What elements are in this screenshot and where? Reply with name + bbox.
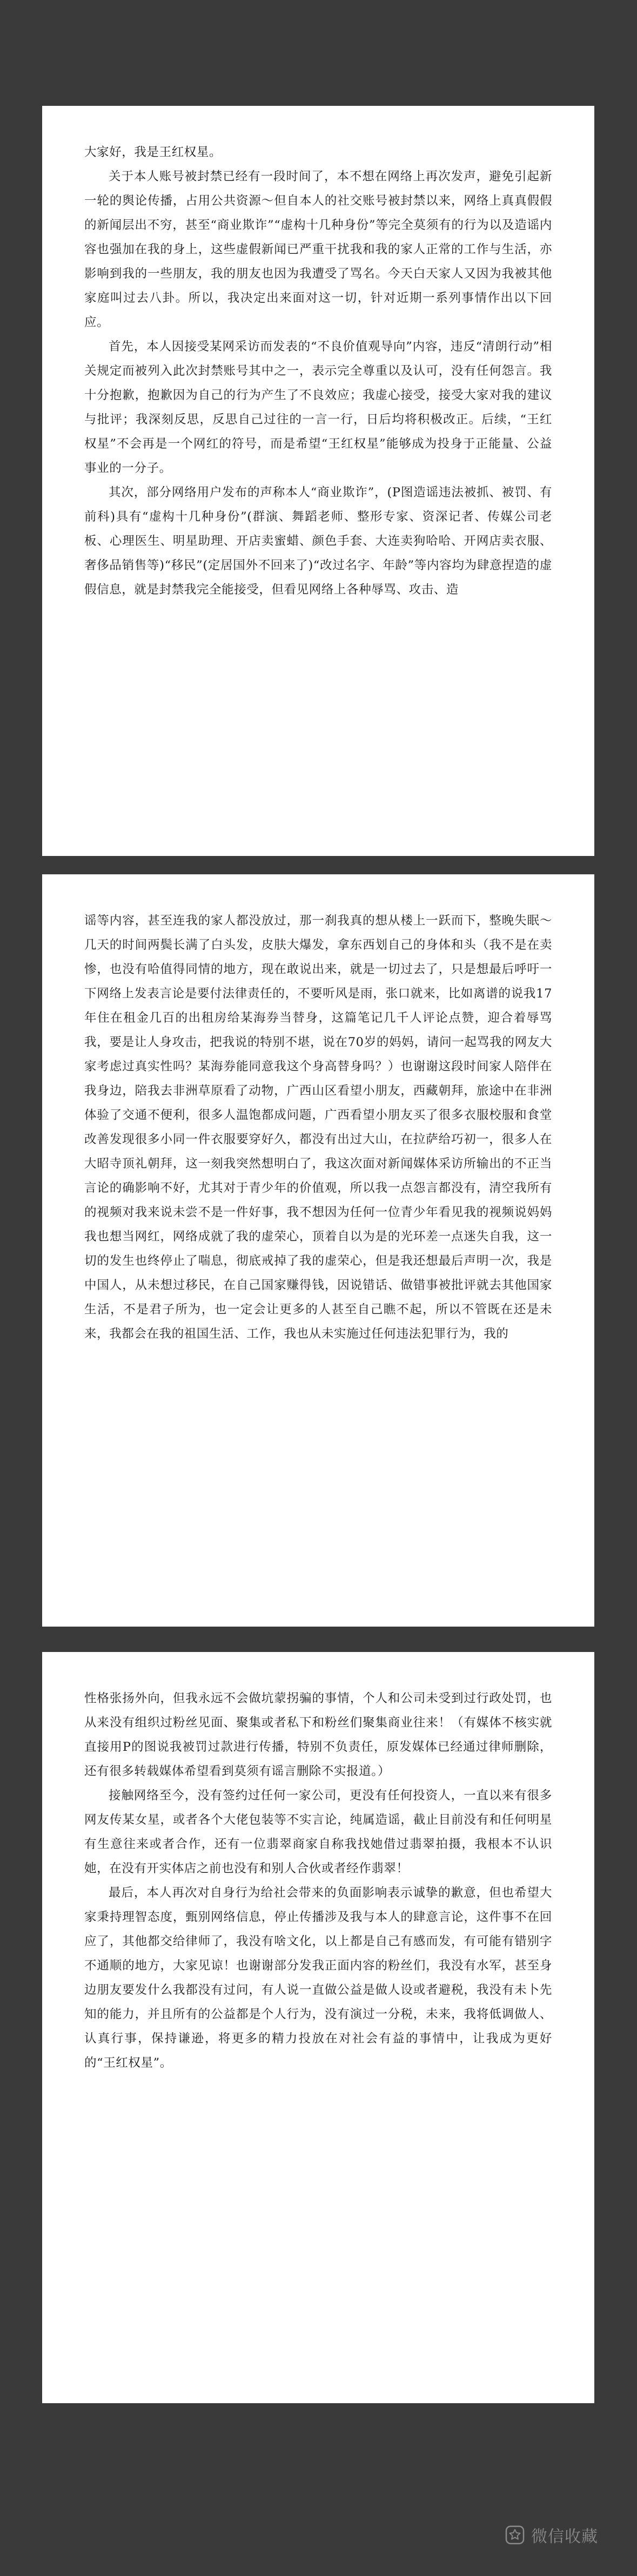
paragraph-continued: 谣等内容，甚至连我的家人都没放过，那一刹我真的想从楼上一跃而下，整晚失眠～几天的时间两鬓长满了白头发，皮肤大爆发，拿东西划自己的身体和头（我不是在卖惨，也没有哈值得同情的地方，现在敢说出来，就是一切过去了，只是想最后呼吁一下网络上发表言论是要付法律责任的，不要听风是雨，张口就来，比如离谱的说我17年住在租金几百的出租房给某海券当替身，这篇笔记几千人评论点赞，迎合着辱骂我，要是让人身攻击，把我说的特别不堪，说在70岁的妈妈，请问一起骂我的网友大家考虑过真实性吗？某海券能同意我这个身高替身吗？）也谢谢这段时间家人陪伴在我身边，陪我去非洲草原看了动物，广西山区看望小朋友，西藏朝拜，旅途中在非洲体验了交通不便利，很多人温饱都成问题，广西看望小朋友买了很多衣服校服和食堂改善发现很多小同一件衣服要穿好久，都没有出过大山，在拉萨给巧初一，很多人在大昭寺顶礼朝拜，这一刻我突然想明白了，我这次面对新闻媒体采访所输出的不正当言论的确影响不好，尤其对于青少年的价值观，所以我一点怨言都没有，清空我所有的视频对我来说未尝不是一件好事，我不想因为任何一位青少年看见我的视频说妈妈我也想当网红，网络成就了我的虚荣心，顶着自以为是的光环差一点迷失自我，这一切的发生也终停止了喘息，彻底戒掉了我的虚荣心，但是我还想最后声明一次，我是中国人，从未想过移民，在自己国家赚得钱，因说错话、做错事被批评就去其他国家生活，不是君子所为，也一定会让更多的人甚至自己瞧不起，所以不管既在还是未来，我都会在我的祖国生活、工作，我也从未实施过任何违法犯罪行为，我的 bbox=[84, 914, 552, 1341]
paragraph-continued: 性格张扬外向，但我永远不会做坑蒙拐骗的事情，个人和公司未受到过行政处罚，也从来没有组织过粉丝见面、聚集或者私下和粉丝们聚集商业往来！（有媒体不核实就直接用P的图说我被罚过款进行传播，特别不负责任，原发媒体已经通过律师删除，还有很多转载媒体希望看到莫须有谣言删除不实报道。） bbox=[84, 1691, 552, 1778]
paragraph: 其次，部分网络用户发布的声称本人“商业欺诈”，(P图造谣违法被抓、被罚、有前科)具有“虚构十几种身份”(群演、舞蹈老师、整形专家、资深记者、传媒公司老板、心理医生、明星助理、开店卖蜜蜡、颜色手套、大连卖狗哈哈、开网店卖衣服、奢侈品销售等)“移民”(定居国外不回来了)“改过名字、年龄”等内容均为肆意捏造的虚假信息，就是封禁我完全能接受，但看见网络上各种辱骂、攻击、造 bbox=[84, 485, 552, 597]
document-page-3 bbox=[42, 1652, 594, 2403]
document-page-1 bbox=[42, 106, 594, 856]
watermark-text: 微信收藏 bbox=[531, 2527, 598, 2546]
paragraph: 关于本人账号被封禁已经有一段时间了，本不想在网络上再次发声，避免引起新一轮的舆论传播，占用公共资源～但自本人的社交账号被封禁以来，网络上真真假假的新闻层出不穷，甚至“商业欺诈”“虚构十几种身份”等完全莫须有的行为以及造谣内容也强加在我的身上，这些虚假新闻已严重干扰我和我的家人正常的工作与生活，亦影响到我的一些朋友，我的朋友也因为我遭受了骂名。今天白天家人又因为我被其他家庭叫过去八卦。所以，我决定出来面对这一切，针对近期一系列事情作出以下回应。 bbox=[84, 170, 552, 329]
wechat-favorites-icon bbox=[505, 2525, 525, 2545]
paragraph: 接触网络至今，没有签约过任何一家公司，更没有任何投资人，一直以来有很多网友传某女星，或者各个大佬包装等不实言论，纯属造谣，截止目前没有和任何明星有生意往来或者合作，还有一位翡翠商家自称我找她借过翡翠拍摄，我根本不认识她，在没有开实体店之前也没有和别人合伙或者经作翡翠！ bbox=[84, 1789, 552, 1876]
paragraph-greeting: 大家好，我是王红权星。 bbox=[84, 145, 222, 159]
wechat-favorites-watermark bbox=[505, 2523, 598, 2547]
document-page-2 bbox=[42, 874, 594, 1627]
paragraph: 最后，本人再次对自身行为给社会带来的负面影响表示诚挚的歉意，但也希望大家秉持理智态度，甄别网络信息，停止传播涉及我与本人的肆意言论，这件事不在回应了，其他都交给律师了，我没有啥文化，以上都是自己有感而发，有可能有错别字不通顺的地方，大家见谅！也谢谢部分发我正面内容的粉丝们，我没有水军，甚至身边朋友要发什么我都没有过问，有人说一直做公益是做人设或者避税，我没有未卜先知的能力，并且所有的公益都是个人行为，没有演过一分税，未来，我将低调做人、认真行事，保持谦逊，将更多的精力投放在对社会有益的事情中，让我成为更好的“王红权星”。 bbox=[84, 1886, 552, 2070]
paragraph: 首先，本人因接受某网采访而发表的“不良价值观导向”内容，违反“清朗行动”相关规定而被列入此次封禁账号其中之一，表示完全尊重以及认可，没有任何怨言。我十分抱歉，抱歉因为自己的行为产生了不良效应；我虚心接受，接受大家对我的建议与批评；我深刻反思，反思自己过往的一言一行，日后均将积极改正。后续，“王红权星”不会再是一个网红的符号，而是希望“王红权星”能够成为投身于正能量、公益事业的一分子。 bbox=[84, 340, 552, 475]
